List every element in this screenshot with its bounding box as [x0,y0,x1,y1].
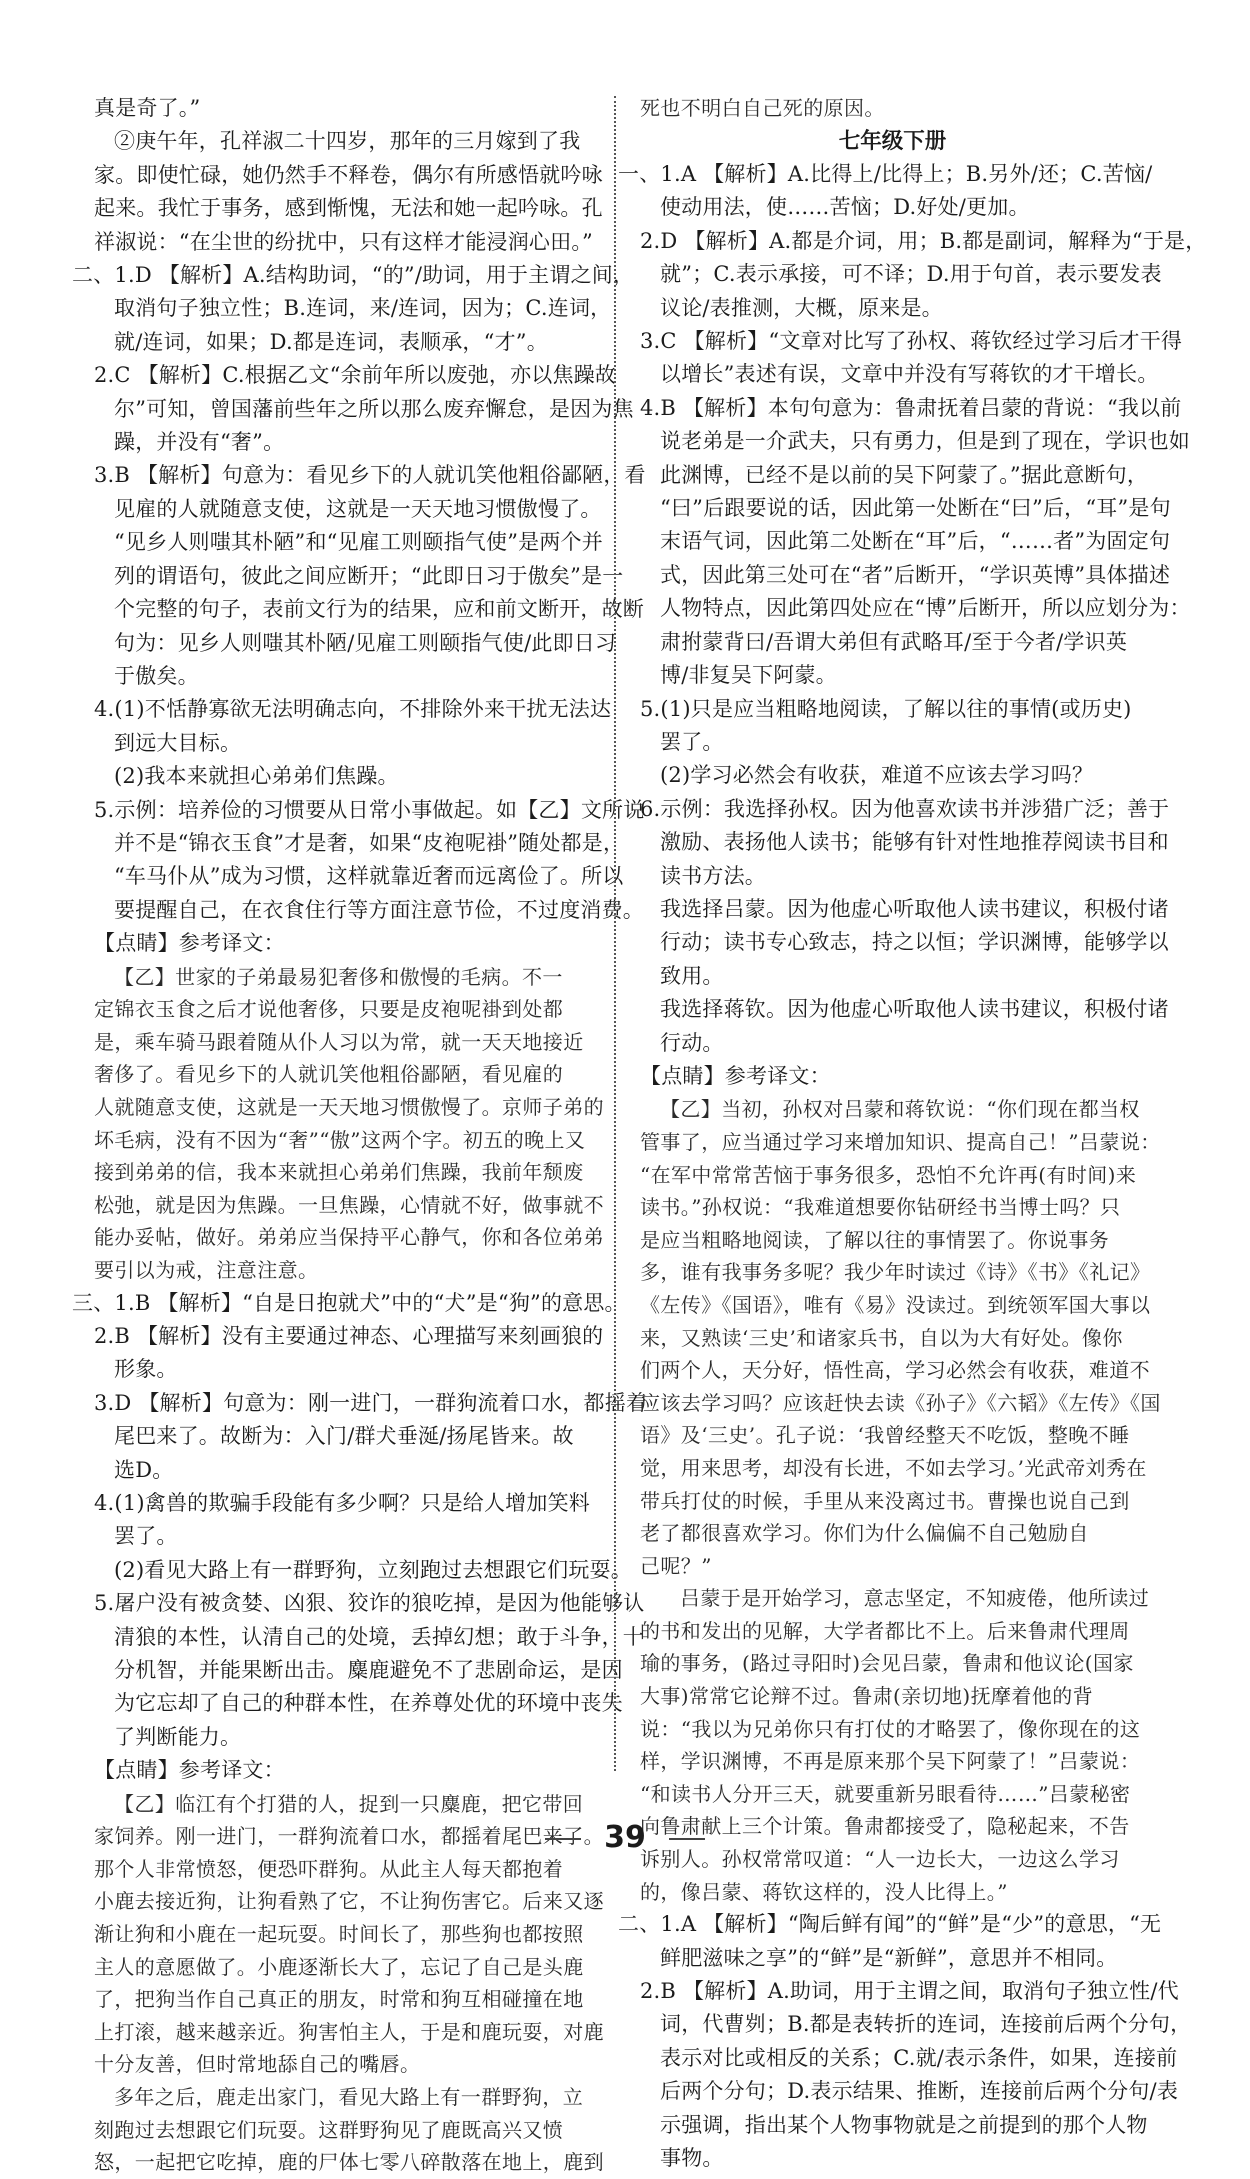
translation-line: 带兵打仗的时候，手里从来没离过书。曹操也说自己到 [640,1488,1130,1513]
answer-line: 议论/表推测，大概，原来是。 [660,295,943,320]
answer-line: 后两个分句；D.表示结果、推断，连接前后两个分句/表 [660,2079,1179,2104]
answer-line: (2)看见大路上有一群野狗，立刻跑过去想跟它们玩耍。 [114,1557,632,1582]
translation-line: “在军中常常苦恼于事务很多，恐怕不允许再(有时间)来 [640,1162,1137,1187]
translation-line: 说：“我以为兄弟你只有打仗的才略罢了，像你现在的这 [640,1716,1141,1741]
answer-line: 二、1.D 【解析】A.结构助词，“的”/助词，用于主谓之间， [72,263,635,288]
answer-line: 以增长”表述有误，文章中并没有写蒋钦的才干增长。 [660,362,1159,387]
answer-line: 见雇的人就随意支使，这就是一天天地习惯傲慢了。 [114,496,602,521]
translation-line: 瑜的事务，(路过寻阳时)会见吕蒙，鲁肃和他议论(国家 [640,1651,1134,1676]
answer-line: 4.(1)不恬静寡欲无法明确志向，不排除外来干扰无法达 [94,697,612,722]
translation-line: 己呢？” [640,1553,712,1578]
answer-line: 行动。 [660,1030,724,1055]
answer-line: 【点睛】参考译文： [94,1758,285,1783]
translation-line: 吕蒙于是开始学习，意志坚定，不知疲倦，他所读过 [680,1586,1150,1611]
answer-line: 5.示例：培养俭的习惯要从日常小事做起。如【乙】文所说 [94,797,645,822]
answer-line: 并不是“锦衣玉食”才是奢，如果“皮袍呢褂”随处都是， [114,830,625,855]
answer-line: 末语气词，因此第二处断在“耳”后，“……者”为固定句 [660,529,1171,554]
translation-line: 诉别人。孙权常常叹道：“人一边长大，一边这么学习 [640,1847,1120,1872]
translation-line: 觉，用来思考，却没有长进，不如去学习。’光武帝刘秀在 [640,1455,1147,1480]
answer-line: 于傲矣。 [114,663,199,688]
answer-line: 列的谓语句，彼此之间应断开；“此即日习于傲矣”是一 [114,563,624,588]
answer-line: 形象。 [114,1357,178,1382]
translation-line: 样，学识渊博，不再是原来那个吴下阿蒙了！”吕蒙说： [640,1749,1141,1774]
answer-line: 起来。我忙于事务，感到惭愧，无法和她一起吟咏。孔 [94,196,603,221]
answer-line: “见乡人则嗤其朴陋”和“见雇工则颐指气使”是两个并 [114,530,603,555]
answer-line: 尔”可知，曾国藩前些年之所以那么废弃懈怠，是因为焦 [114,396,634,421]
translation-line: 接到弟弟的信，我本来就担心弟弟们焦躁，我前年颓废 [94,1160,584,1185]
answer-line: 事物。 [660,2146,724,2171]
translation-line: 老了都很喜欢学习。你们为什么偏偏不自己勉励自 [640,1521,1089,1546]
answer-line: 三、1.B 【解析】“自是日抱就犬”中的“犬”是“狗”的意思。 [72,1290,626,1315]
answer-line: 到远大目标。 [114,730,242,755]
translation-line: 应该去学习吗？应该赶快去读《孙子》《六韬》《左传》《国 [640,1390,1161,1415]
translation-line: 管事了，应当通过学习来增加知识、提高自己！”吕蒙说： [640,1129,1161,1154]
translation-line: 多，谁有我事务多呢？我少年时读过《诗》《书》《礼记》 [640,1260,1151,1285]
translation-line: 上打滚，越来越亲近。狗害怕主人，于是和鹿玩耍，对鹿 [94,2019,604,2044]
answer-line: 激励、表扬他人读书；能够有针对性地推荐阅读书目和 [660,830,1169,855]
answer-line: 一、1.A 【解析】A.比得上/比得上；B.另外/还；C.苦恼/ [618,162,1153,186]
translation-line: 的书和发出的见解，大学者都比不上。后来鲁肃代理周 [640,1618,1130,1643]
answer-line: 就”；C.表示承接，可不译；D.用于句首，表示要发表 [660,262,1162,287]
answer-line: 【点睛】参考译文： [94,931,285,956]
translation-line: 家饲养。刚一进门，一群狗流着口水，都摇着尾巴来了。 [94,1824,604,1849]
section-heading: 七年级下册 [838,128,947,154]
translation-line: 松弛，就是因为焦躁。一旦焦躁，心情就不好，做事就不 [94,1192,604,1217]
answer-line: “车马仆从”成为习惯，这样就靠近奢而远离俭了。所以 [114,864,624,889]
answer-line: 致用。 [660,963,724,988]
answer-line: 行动；读书专心致志，持之以恒；学识渊博，能够学以 [660,930,1169,955]
answer-line: 6.示例：我选择孙权。因为他喜欢读书并涉猎广泛；善于 [640,796,1170,821]
answer-line: (2)我本来就担心弟弟们焦躁。 [114,764,399,789]
translation-line: 要引以为戒，注意注意。 [94,1257,319,1282]
translation-line: 语》及‘三史’。孔子说：‘我曾经整天不吃饭，整晚不睡 [640,1423,1130,1448]
answer-line: 此渊博，已经不是以前的吴下阿蒙了。”据此意断句， [660,462,1149,487]
translation-line: 定锦衣玉食之后才说他奢侈，只要是皮袍呢褂到处都 [94,997,564,1022]
translation-line: 主人的意愿做了。小鹿逐渐长大了，忘记了自己是头鹿 [94,1954,584,1979]
translation-line: 的，像吕蒙、蒋钦这样的，没人比得上。” [640,1879,1008,1904]
answer-line: 式，因此第三处可在“者”后断开，“学识英博”具体描述 [660,562,1171,587]
translation-line: 坏毛病，没有不因为“奢”“傲”这两个字。初五的晚上又 [94,1127,586,1152]
answer-line: 3.D 【解析】句意为：刚一进门，一群狗流着口水，都摇着 [94,1390,648,1415]
answer-line: 罢了。 [114,1524,178,1549]
translation-line: 是应当粗略地阅读，了解以往的事情罢了。你说事务 [640,1227,1110,1252]
answer-line: 4.(1)禽兽的欺骗手段能有多少啊？只是给人增加笑料 [94,1490,590,1515]
answer-line: 3.B 【解析】句意为：看见乡下的人就讥笑他粗俗鄙陋，看 [94,463,646,488]
answer-line: 人物特点，因此第四处应在“博”后断开，所以应划分为： [660,596,1191,621]
answer-line: 鲜肥滋味之享”的“鲜”是“新鲜”，意思并不相同。 [660,1945,1118,1970]
answer-line: (2)学习必然会有收获，难道不应该去学习吗？ [660,763,1094,788]
answer-line: 说老弟是一介武夫，只有勇力，但是到了现在，学识也如 [660,429,1190,454]
answer-line: 选D。 [114,1457,174,1482]
answer-line: 2.D 【解析】A.都是介词，用；B.都是副词，解释为“于是， [640,228,1207,253]
translation-line: 人就随意支使，这就是一天天地习惯傲慢了。京师子弟的 [94,1094,604,1119]
translation-line: 是，乘车骑马跟着随从仆人习以为常，就一天天地接近 [94,1029,584,1054]
translation-line: 刻跑过去想跟它们玩耍。这群野狗见了鹿既高兴又愤 [94,2117,564,2142]
answer-line: 就/连词，如果；D.都是连词，表顺承，“才”。 [114,329,548,354]
translation-line: 十分友善，但时常地舔自己的嘴唇。 [94,2052,421,2077]
answer-line: 清狼的本性，认清自己的处境，丢掉幻想；敢于斗争，十 [114,1624,644,1649]
answer-line: 取消句子独立性；B.连词，来/连词，因为；C.连词， [114,296,612,321]
translation-line: 《左传》《国语》，唯有《易》没读过。到统领军国大事以 [640,1292,1151,1317]
footer-rule-right [669,1838,705,1840]
answer-line: 罢了。 [660,729,724,754]
answer-line: 要提醒自己，在衣食住行等方面注意节俭，不过度消费。 [114,897,644,922]
answer-line: ②庚午年，孔祥淑二十四岁，那年的三月嫁到了我 [114,129,581,154]
translation-line: “和读书人分开三天，就要重新另眼看待……”吕蒙秘密 [640,1781,1131,1806]
answer-line: 家。即使忙碌，她仍然手不释卷，偶尔有所感悟就吟咏 [94,162,603,187]
answer-line: 示强调，指出某个人物事物就是之前提到的那个人物 [660,2112,1148,2137]
translation-line: 渐让狗和小鹿在一起玩耍。时间长了，那些狗也都按照 [94,1921,584,1946]
translation-line: 小鹿去接近狗，让狗看熟了它，不让狗伤害它。后来又逐 [94,1889,604,1914]
translation-line: 向鲁肃献上三个计策。鲁肃都接受了，隐秘起来，不告 [640,1814,1130,1839]
answer-line: “曰”后跟要说的话，因此第一处断在“曰”后，“耳”是句 [660,496,1171,521]
translation-line: 们两个人，天分好，悟性高，学习必然会有收获，难道不 [640,1358,1150,1383]
translation-line: 奢侈了。看见乡下的人就讥笑他粗俗鄙陋，看见雇的 [94,1062,564,1087]
translation-line: 多年之后，鹿走出家门，看见大路上有一群野狗，立 [114,2084,584,2109]
page-footer [545,1818,705,1858]
answer-line: 2.B 【解析】没有主要通过神态、心理描写来刻画狼的 [94,1323,604,1348]
answer-line: 我选择吕蒙。因为他虚心听取他人读书建议，积极付诸 [660,896,1169,921]
translation-line: 读书。”孙权说：“我难道想要你钻研经书当博士吗？只 [640,1195,1121,1220]
translation-line: 了，把狗当作自己真正的朋友，时常和狗互相碰撞在地 [94,1987,584,2012]
answer-line: 2.B 【解析】A.助词，用于主谓之间，取消句子独立性/代 [640,1979,1179,2004]
answer-line: 2.C 【解析】C.根据乙文“余前年所以废弛，亦以焦躁故 [94,363,617,388]
answer-line: 分机智，并能果断出击。麋鹿避免不了悲剧命运，是因 [114,1657,623,1682]
answer-line: 表示对比或相反的关系；C.就/表示条件，如果，连接前 [660,2045,1178,2070]
answer-line: 词，代曹刿；B.都是表转折的连词，连接前后两个分句， [660,2012,1192,2037]
translation-line: 【乙】当初，孙权对吕蒙和蒋钦说：“你们现在都当权 [660,1097,1140,1122]
answer-line: 博/非复吴下阿蒙。 [660,663,837,688]
answer-line: 为它忘却了自己的种群本性，在养尊处优的环境中丧失 [114,1691,623,1716]
answer-line: 读书方法。 [660,863,766,888]
answer-line: 躁，并没有“奢”。 [114,430,285,455]
answer-line: 了判断能力。 [114,1724,242,1749]
column-divider [614,96,616,1771]
answer-line: 5.(1)只是应当粗略地阅读，了解以往的事情(或历史) [640,696,1132,721]
page-number: 39 [604,1820,646,1855]
translation-line: 来，又熟读‘三史’和诸家兵书，自以为大有好处。像你 [640,1325,1123,1350]
answer-line: 个完整的句子，表前文行为的结果，应和前文断开，故断 [114,597,644,622]
answer-line: 肃拊蒙背曰/吾谓大弟但有武略耳/至于今者/学识英 [660,629,1128,654]
answer-line: 3.C 【解析】“文章对比写了孙权、蒋钦经过学习后才干得 [640,329,1183,354]
answer-line: 4.B 【解析】本句句意为：鲁肃抚着吕蒙的背说：“我以前 [640,395,1182,420]
answer-line: 句为：见乡人则嗤其朴陋/见雇工则颐指气使/此即日习 [114,630,617,655]
answer-line: 真是奇了。” [94,96,201,120]
translation-line: 【乙】世家的子弟最易犯奢侈和傲慢的毛病。不一 [114,964,563,989]
translation-line: 【乙】临江有个打猎的人，捉到一只麋鹿，把它带回 [114,1791,584,1816]
answer-line: 【点睛】参考译文： [640,1063,831,1088]
translation-line: 能办妥帖，做好。弟弟应当保持平心静气，你和各位弟弟 [94,1225,604,1250]
translation-line: 死也不明白自己死的原因。 [640,96,885,120]
translation-line: 大事)常常它论辩不过。鲁肃(亲切地)抚摩着他的背 [640,1684,1094,1709]
answer-line: 尾巴来了。故断为：入门/群犬垂涎/扬尾皆来。故 [114,1424,574,1449]
answer-line: 使动用法，使……苦恼；D.好处/更加。 [660,195,1030,220]
translation-line: 怒，一起把它吃掉，鹿的尸体七零八碎散落在地上，鹿到 [94,2150,604,2175]
answer-line: 我选择蒋钦。因为他虚心听取他人读书建议，积极付诸 [660,997,1169,1022]
answer-line: 二、1.A 【解析】“陶后鲜有闻”的“鲜”是“少”的意思，“无 [618,1912,1162,1937]
translation-line: 那个人非常愤怒，便恐吓群狗。从此主人每天都抱着 [94,1856,564,1881]
answer-line: 祥淑说：“在尘世的纷扰中，只有这样才能浸润心田。” [94,229,593,254]
answer-line: 5.屠户没有被贪婪、凶狠、狡诈的狼吃掉，是因为他能够认 [94,1591,645,1616]
